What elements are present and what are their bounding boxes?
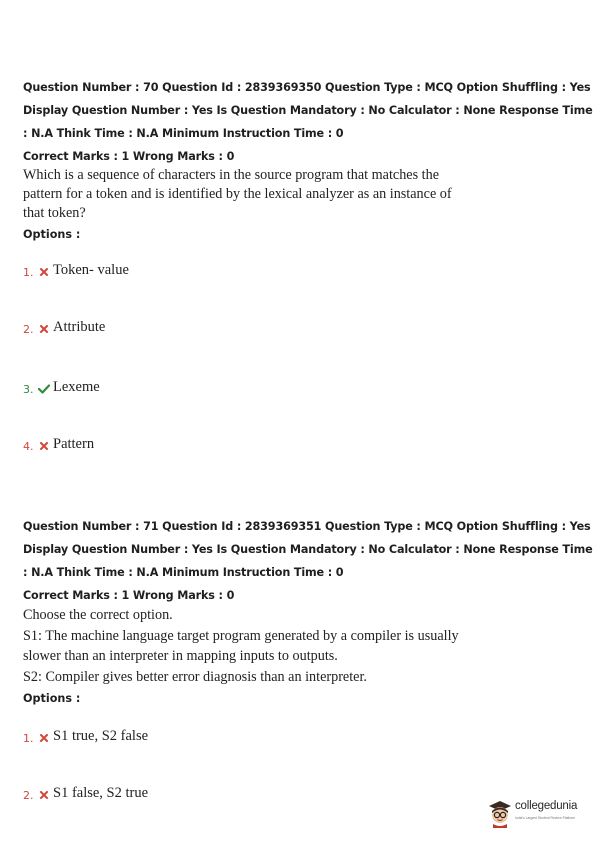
- option-item[interactable]: [23, 376, 100, 398]
- option-text: Attribute: [53, 318, 106, 335]
- question-block: [23, 515, 593, 708]
- option-item[interactable]: [23, 725, 148, 747]
- option-text: S1 true, S2 false: [53, 727, 149, 744]
- cross-icon: [37, 442, 51, 450]
- option-item[interactable]: [23, 316, 105, 338]
- question-text-line: pattern for a token and is identified by the lexical analyzer as an instance of: [23, 186, 452, 202]
- option-text: S1 false, S2 true: [53, 784, 149, 801]
- question-meta-line: Display Question Number : Yes Is Question Mandatory : No Calculator : None Response Time: [23, 543, 593, 556]
- collegedunia-logo: [487, 796, 587, 836]
- option-number: 2.: [23, 789, 34, 802]
- option-item[interactable]: [23, 259, 129, 281]
- logo-name: collegedunia: [515, 800, 578, 812]
- question-block: [23, 76, 593, 244]
- cross-icon: [37, 268, 51, 276]
- option-number: 1.: [23, 266, 34, 279]
- logo-tagline: India's Largest Student Review Platform: [515, 816, 576, 820]
- question-marks: Correct Marks : 1 Wrong Marks : 0: [23, 150, 235, 163]
- cross-icon: [37, 791, 51, 799]
- option-item[interactable]: [23, 782, 148, 804]
- question-text-line: S2: Compiler gives better error diagnosis than an interpreter.: [23, 668, 367, 685]
- question-text: [23, 605, 578, 687]
- option-text: Token- value: [53, 261, 129, 278]
- question-meta-line: Question Number : 70 Question Id : 2839369350 Question Type : MCQ Option Shuffling : Yes: [23, 81, 591, 94]
- option-number: 1.: [23, 732, 34, 745]
- question-meta-line: Question Number : 71 Question Id : 2839369351 Question Type : MCQ Option Shuffling : Yes: [23, 520, 591, 533]
- option-text: Pattern: [53, 435, 95, 452]
- question-meta-line: Display Question Number : Yes Is Question Mandatory : No Calculator : None Response Time: [23, 104, 593, 117]
- question-text-line: Which is a sequence of characters in the source program that matches the: [23, 167, 439, 183]
- question-marks: Correct Marks : 1 Wrong Marks : 0: [23, 589, 235, 602]
- question-meta-line: : N.A Think Time : N.A Minimum Instruction Time : 0: [23, 127, 344, 140]
- check-icon: [37, 384, 51, 394]
- cross-icon: [37, 734, 51, 742]
- question-text-line: Choose the correct option.: [23, 607, 173, 623]
- question-meta-line: : N.A Think Time : N.A Minimum Instruction Time : 0: [23, 566, 344, 579]
- question-text-line: slower than an interpreter in mapping inputs to outputs.: [23, 648, 338, 664]
- options-label: Options :: [23, 692, 81, 705]
- question-text-line: S1: The machine language target program generated by a compiler is usually: [23, 627, 459, 644]
- option-text: Lexeme: [53, 378, 100, 395]
- options-label: Options :: [23, 228, 81, 241]
- option-number: 3.: [23, 383, 34, 396]
- option-number: 4.: [23, 440, 34, 453]
- cross-icon: [37, 325, 51, 333]
- option-number: 2.: [23, 323, 34, 336]
- option-item[interactable]: [23, 433, 94, 455]
- question-text-line: that token?: [23, 205, 86, 221]
- question-text: [23, 166, 578, 223]
- graduate-mascot-icon: [487, 798, 513, 828]
